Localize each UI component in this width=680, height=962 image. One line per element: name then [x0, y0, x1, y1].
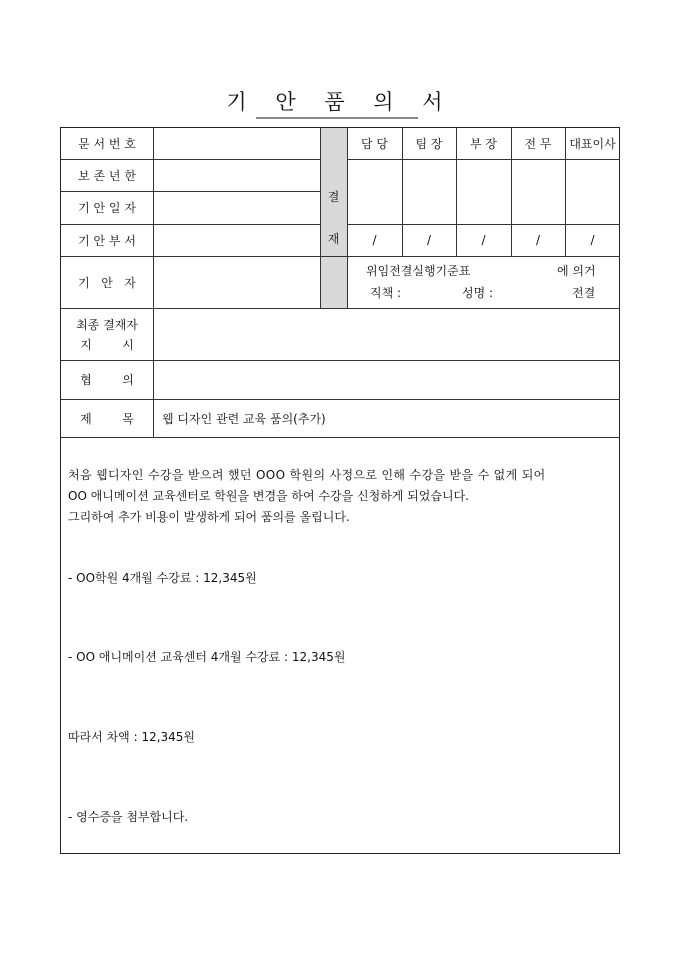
approval-date-team-lead[interactable]: /: [426, 233, 432, 247]
body-paragraph-2: OO 애니메이션 교육센터로 학원을 변경을 하여 수강을 신청하게 되었습니다.: [68, 489, 469, 503]
signature-box-team-lead[interactable]: [402, 159, 456, 224]
body-paragraph-1: 처음 웹디자인 수강을 받으려 했던 OOO 학원의 사정으로 인해 수강을 받을 수 없게 되어: [68, 468, 546, 482]
retention-label: 보 존 년 한: [78, 168, 136, 183]
signature-box-staff[interactable]: [347, 159, 402, 224]
final-approver-label-line2: 지 시: [80, 337, 134, 352]
delegation-basis-text: 에 의거: [557, 264, 596, 278]
cost-item-2: - OO 애니메이션 교육센터 4개월 수강료 : 12,345원: [68, 650, 346, 664]
draft-date-field[interactable]: [154, 191, 320, 224]
subject-value[interactable]: 웹 디자인 관련 교육 품의(추가): [162, 411, 326, 426]
approval-date-staff[interactable]: /: [372, 233, 377, 247]
signature-box-ceo[interactable]: [565, 159, 620, 224]
approver-header-director: 전 무: [524, 137, 552, 151]
cost-item-1: - OO학원 4개월 수강료 : 12,345원: [68, 571, 257, 585]
delegation-standard-text: 위임전결실행기준표: [366, 264, 471, 278]
approval-label-top: 결: [327, 189, 340, 204]
consult-label: 협 의: [80, 373, 134, 387]
approver-header-ceo: 대표이사: [569, 137, 616, 151]
approver-header-staff: 담 당: [361, 137, 388, 151]
doc-number-label: 문 서 번 호: [78, 137, 136, 151]
approval-label-bottom: 재: [327, 231, 340, 246]
drafter-label: 기 안 자: [78, 275, 136, 290]
delegation-position-label: 직책 :: [370, 286, 402, 300]
draft-dept-label: 기 안 부 서: [78, 233, 136, 248]
signature-box-director[interactable]: [511, 159, 565, 224]
delegation-name-label: 성명 :: [462, 286, 494, 300]
final-approver-field[interactable]: [154, 308, 620, 360]
title-underline: [256, 117, 418, 119]
approver-header-dept-head: 부 장: [470, 137, 497, 151]
approval-date-dept-head[interactable]: /: [481, 233, 486, 247]
doc-number-field[interactable]: [154, 128, 320, 159]
approval-date-director[interactable]: /: [535, 233, 541, 247]
attachment-note: - 영수증을 첨부합니다.: [68, 810, 189, 824]
draft-dept-field[interactable]: [154, 224, 320, 256]
approval-date-ceo[interactable]: /: [590, 233, 595, 247]
draft-date-label: 기 안 일 자: [78, 201, 136, 215]
delegation-decision-label: 전결: [572, 286, 596, 300]
approval-label-column: [320, 128, 347, 308]
retention-field[interactable]: [154, 159, 320, 191]
body-paragraph-3: 그리하여 추가 비용이 발생하게 되어 품의를 올립니다.: [68, 510, 350, 524]
subject-label: 제 목: [80, 411, 134, 426]
final-approver-label-line1: 최종 결재자: [76, 317, 138, 332]
drafter-field[interactable]: [154, 256, 320, 308]
document-title: 기 안 품 의 서: [226, 90, 454, 114]
approver-header-team-lead: 팀 장: [415, 137, 443, 151]
difference-text: 따라서 차액 : 12,345원: [68, 730, 196, 744]
consult-field[interactable]: [154, 360, 620, 399]
signature-box-dept-head[interactable]: [456, 159, 511, 224]
